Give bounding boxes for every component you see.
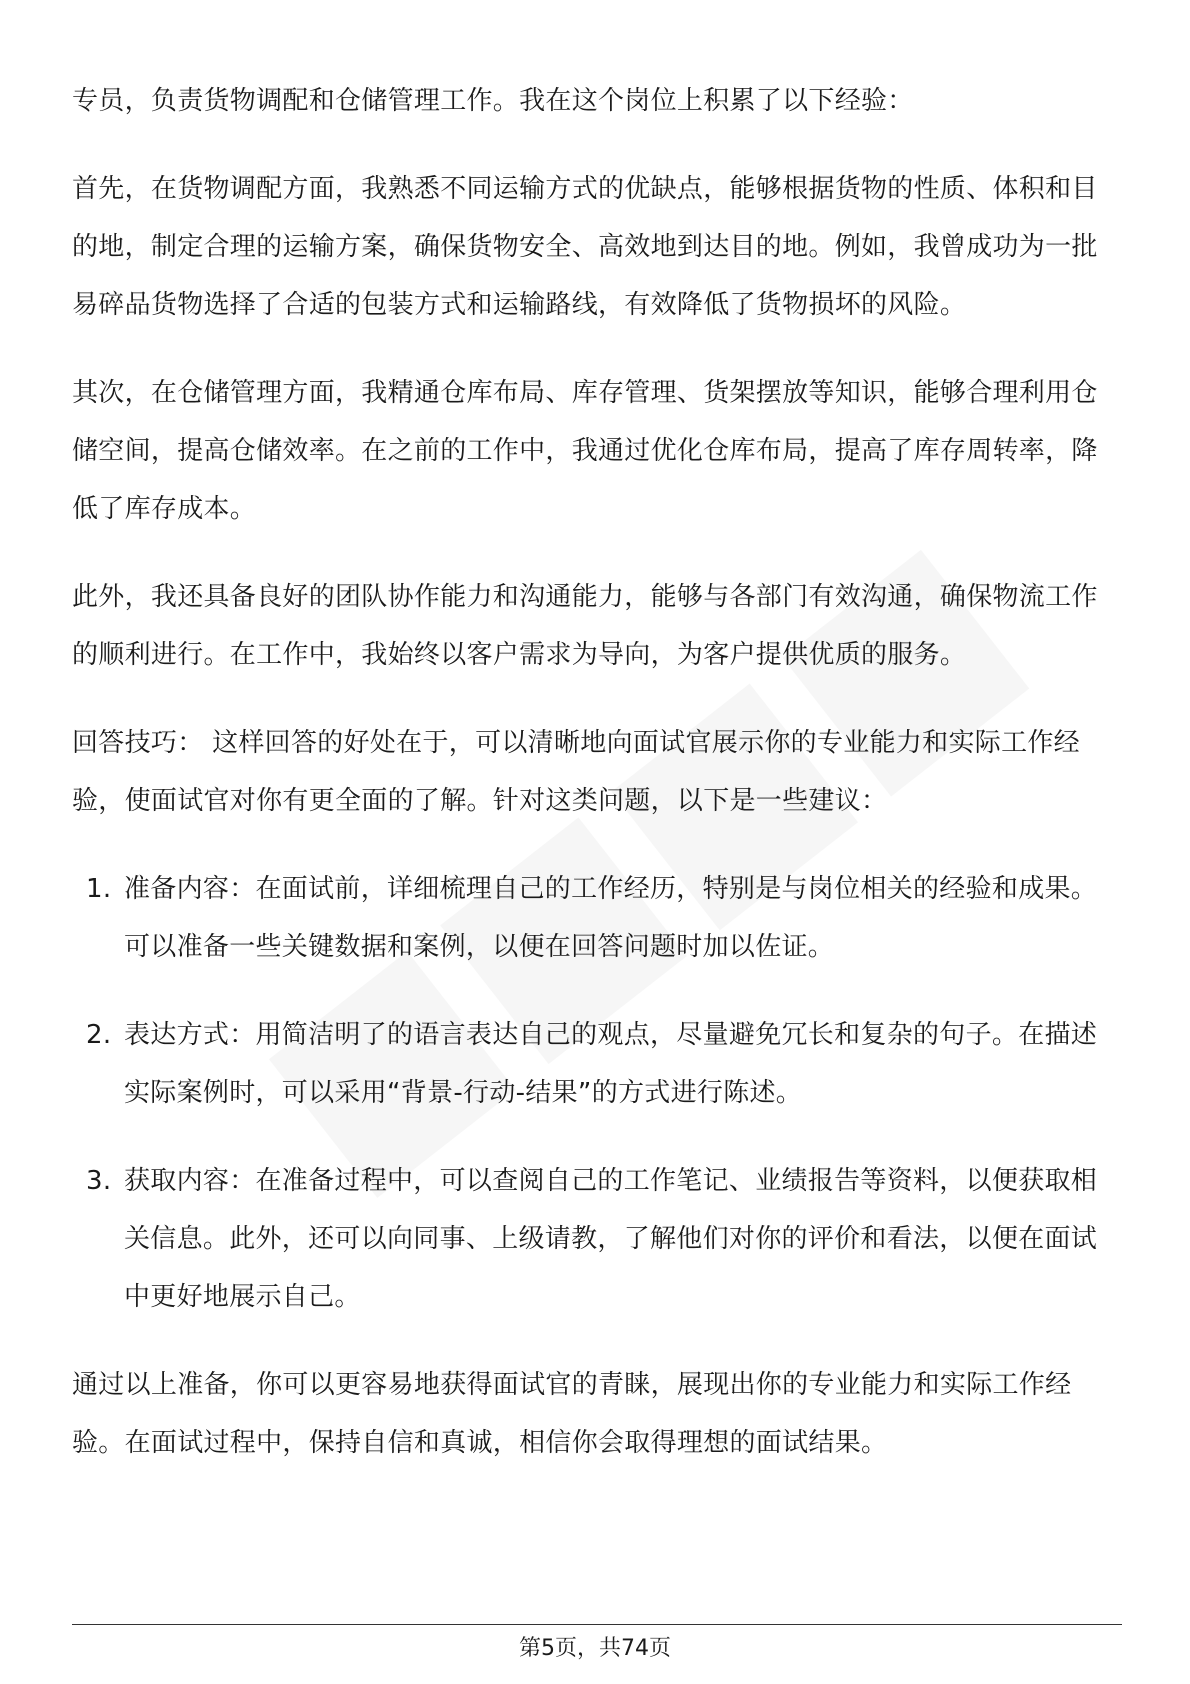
tips-list	[72, 860, 1122, 1326]
paragraph-warehouse: 其次，在仓储管理方面，我精通仓库布局、库存管理、货架摆放等知识，能够合理利用仓储空间，提高仓储效率。在之前的工作中，我通过优化仓库布局，提高了库存周转率，降低了库存成本。	[72, 378, 1098, 524]
tip-number: 2.	[86, 1020, 112, 1050]
tip-item	[72, 1152, 1122, 1326]
footer-divider	[72, 1624, 1122, 1625]
tip-item	[72, 860, 1122, 976]
tip-text: 获取内容：在准备过程中，可以查阅自己的工作笔记、业绩报告等资料，以便获取相关信息。此外，还可以向同事、上级请教，了解他们对你的评价和看法，以便在面试中更好地展示自己。	[124, 1166, 1098, 1312]
paragraph-teamwork: 此外，我还具备良好的团队协作能力和沟通能力，能够与各部门有效沟通，确保物流工作的顺利进行。在工作中，我始终以客户需求为导向，为客户提供优质的服务。	[72, 582, 1098, 670]
paragraph-dispatch: 首先，在货物调配方面，我熟悉不同运输方式的优缺点，能够根据货物的性质、体积和目的地，制定合理的运输方案，确保货物安全、高效地到达目的地。例如，我曾成功为一批易碎品货物选择了合适的包装方式和运输路线，有效降低了货物损坏的风险。	[72, 174, 1098, 320]
tip-number: 3.	[86, 1166, 112, 1196]
tip-text: 表达方式：用简洁明了的语言表达自己的观点，尽量避免冗长和复杂的句子。在描述实际案例时，可以采用“背景-行动-结果”的方式进行陈述。	[124, 1020, 1098, 1108]
tip-item	[72, 1006, 1122, 1122]
paragraph-tips-intro: 回答技巧： 这样回答的好处在于，可以清晰地向面试官展示你的专业能力和实际工作经验，使面试官对你有更全面的了解。针对这类问题，以下是一些建议：	[72, 728, 1080, 816]
page-number: 第5页，共74页	[519, 1636, 671, 1661]
tip-text: 准备内容：在面试前，详细梳理自己的工作经历，特别是与岗位相关的经验和成果。可以准备一些关键数据和案例，以便在回答问题时加以佐证。	[124, 874, 1098, 962]
paragraph-conclusion: 通过以上准备，你可以更容易地获得面试官的青睐，展现出你的专业能力和实际工作经验。在面试过程中，保持自信和真诚，相信你会取得理想的面试结果。	[72, 1370, 1072, 1458]
page-content	[72, 72, 1122, 1502]
paragraph-intro: 专员，负责货物调配和仓储管理工作。我在这个岗位上积累了以下经验：	[72, 86, 914, 116]
tip-number: 1.	[86, 874, 112, 904]
